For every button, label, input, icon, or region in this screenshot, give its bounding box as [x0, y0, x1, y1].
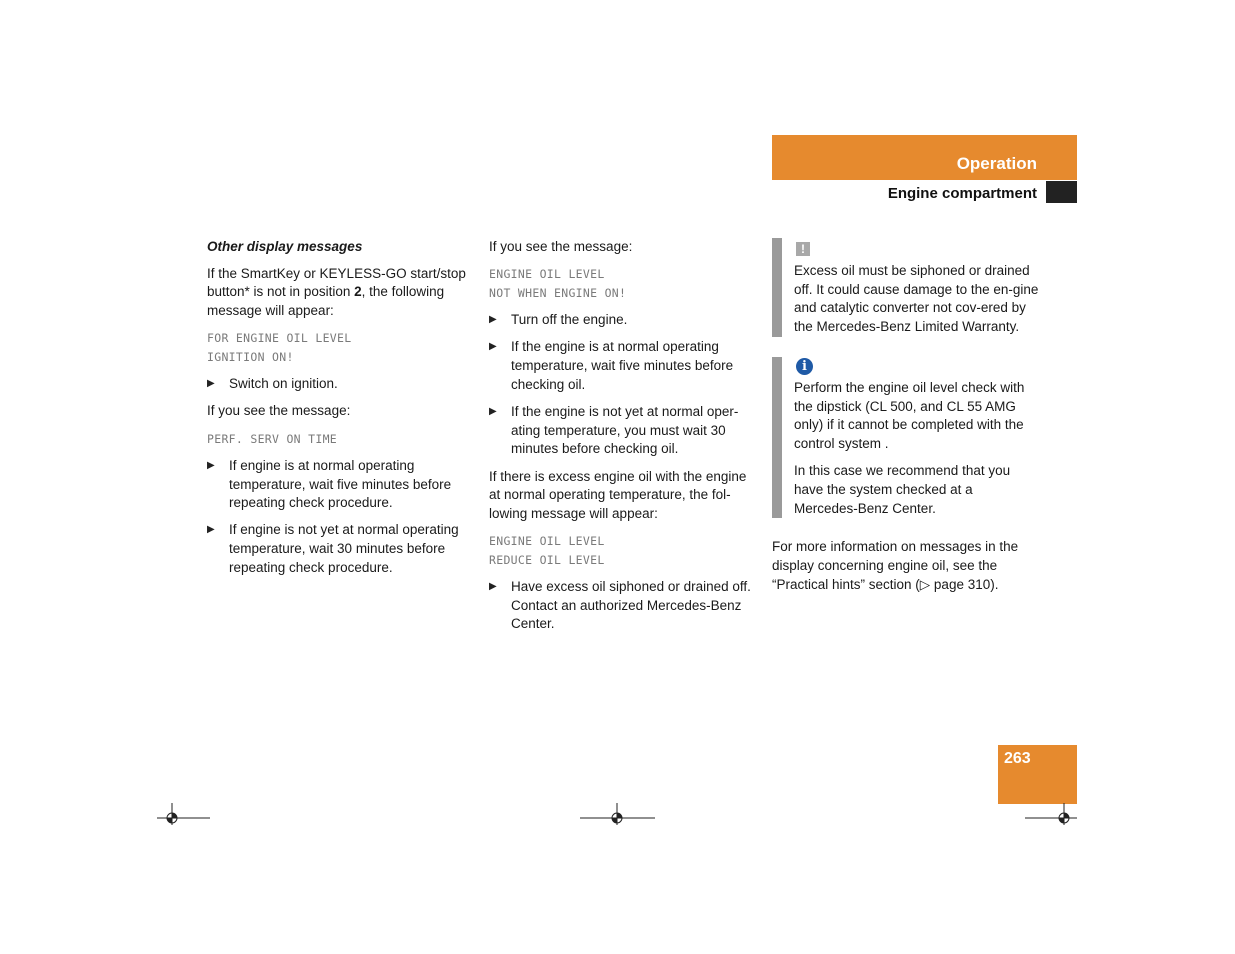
note-bar	[772, 238, 782, 337]
note-bar	[772, 357, 782, 518]
crop-mark-icon	[578, 803, 658, 833]
instruction-step: ▶ Turn off the engine.	[489, 311, 753, 330]
bullet-arrow-icon: ▶	[207, 524, 215, 536]
info-text: In this case we recommend that you have the system checked at a Mercedes-Benz Center.	[794, 463, 1011, 516]
page-number: 263	[1004, 750, 1031, 767]
bullet-arrow-icon: ▶	[207, 378, 215, 390]
info-text: Perform the engine oil level check with the dipstick (CL 500, and CL 55 AMG only) if it cannot be completed with the control system .	[794, 379, 1025, 451]
excess-oil-intro: If there is excess engine oil with the engine at normal operating temperature, the fol-lowing message will appear:	[489, 468, 747, 521]
instruction-step: ▶ Switch on ignition.	[207, 375, 471, 394]
see-message-text: If you see the message:	[207, 403, 351, 419]
crop-mark-icon	[1022, 803, 1082, 833]
bullet-arrow-icon: ▶	[489, 405, 497, 417]
instruction-step: ▶ If the engine is not yet at normal oper-ating temperature, you must wait 30 minutes before checking oil.	[489, 403, 739, 457]
info-note	[772, 357, 1040, 518]
column-2	[489, 238, 753, 643]
warning-note	[772, 238, 1040, 337]
display-message: ENGINE OIL LEVEL REDUCE OIL LEVEL	[489, 534, 605, 567]
page-number-tab	[998, 745, 1077, 804]
instruction-step: ▶ Have excess oil siphoned or drained off. Contact an authorized Mercedes-Benz Center.	[489, 579, 751, 632]
instruction-step: ▶ If engine is not yet at normal operating temperature, wait 30 minutes before repeating check procedure.	[207, 522, 459, 575]
intro-paragraph: If the SmartKey or KEYLESS-GO start/stop button* is not in position 2, the following message will appear:	[207, 265, 466, 319]
instruction-step: ▶ If engine is at normal operating temperature, wait five minutes before repeating check procedure.	[207, 457, 452, 511]
warning-icon: !	[796, 242, 810, 256]
bullet-arrow-icon: ▶	[489, 314, 497, 326]
column-3	[772, 238, 1040, 603]
display-message: ENGINE OIL LEVEL NOT WHEN ENGINE ON!	[489, 267, 627, 300]
bullet-arrow-icon: ▶	[489, 341, 497, 353]
display-message: FOR ENGINE OIL LEVEL IGNITION ON!	[207, 331, 352, 365]
instruction-step: ▶ If the engine is at normal operating temperature, wait five minutes before checking oil.	[489, 339, 734, 392]
see-message-text: If you see the message:	[489, 239, 633, 254]
warning-text: Excess oil must be siphoned or drained off. It could cause damage to the en-gine and catalytic converter not cov-ered by the Mercedes-Benz Limited Warranty.	[794, 263, 1039, 335]
bullet-arrow-icon: ▶	[207, 459, 215, 471]
more-info-text: For more information on messages in the display concerning engine oil, see the “Practical hints” section (▷ page 310).	[772, 539, 1019, 592]
subsection-title: Engine compartment	[887, 185, 1037, 202]
bullet-arrow-icon: ▶	[489, 581, 497, 593]
section-heading: Other display messages	[207, 239, 363, 254]
section-tab	[772, 135, 1077, 180]
crop-mark-icon	[157, 803, 217, 833]
subsection-marker	[1046, 181, 1077, 203]
info-icon: i	[796, 358, 813, 375]
column-1	[207, 238, 471, 586]
display-message: PERF. SERV ON TIME	[207, 431, 338, 446]
section-title: Operation	[956, 154, 1037, 173]
position-number: 2	[354, 284, 362, 300]
